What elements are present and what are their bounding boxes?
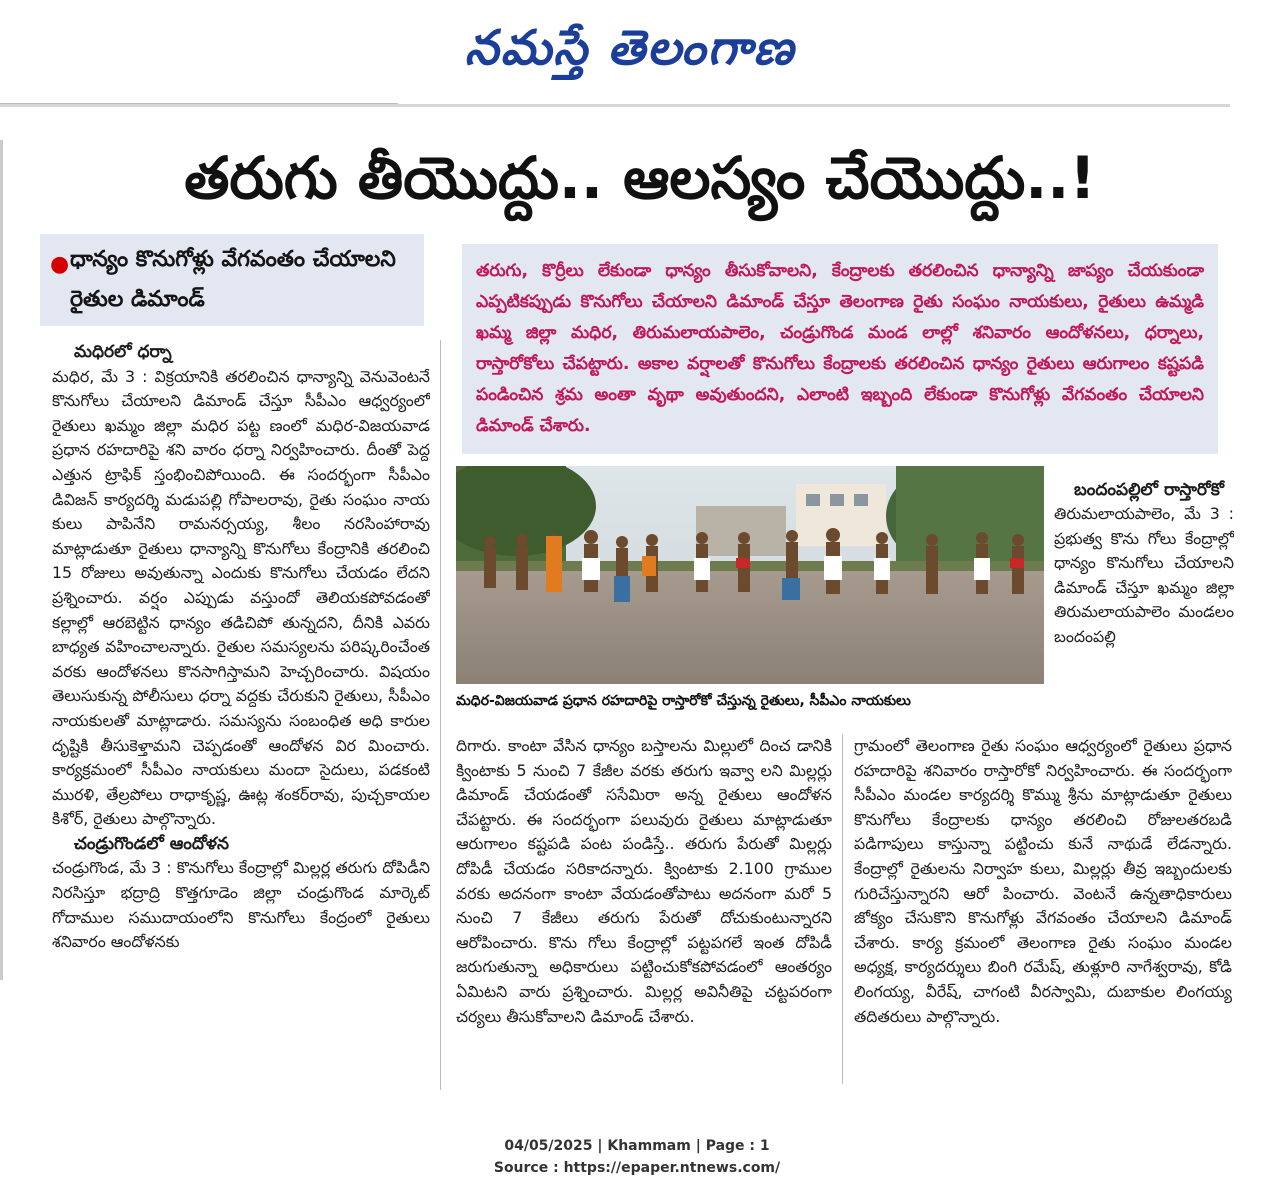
footer-date-edition: 04/05/2025 | Khammam | Page : 1 [504,1138,770,1154]
intro-text: తరుగు, కొర్రీలు లేకుండా ధాన్యం తీసుకోవాలని, కేంద్రాలకు తరలించిన ధాన్యాన్ని జాప్యం చేయకుండా ఎప్పటికప్పుడు కొనుగోలు చేయాలని డిమాండ్ చేస్తూ తెలంగాణ రైతు సంఘం నాయకులు, రైతులు ఉమ్మడి ఖమ్మ జిల్లా మధిర, తిరుమలాయపాలెం, చండ్రుగొండ మండ లాల్లో శనివారం ఆందోళనలు, ధర్నాలు, రాస్తారోకోలు చేపట్టారు. అకాల వర్షాలతో కొనుగోలు కేంద్రాలకు తరలించిన ధాన్యం రైతులు ఆరుగాలం కష్టపడి పండించిన శ్రమ అంతా వృథా అవుతుందని, ఎలాంటి ఇబ్బంది లేకుండా కొనుగోళ్లు వేగవంతం చేయాలని డిమాండ్ చేశారు. [476,261,1204,436]
protest-photo-image [456,466,1044,684]
footer-source-link[interactable]: Source : https://epaper.ntnews.com/ [493,1160,781,1176]
photo-caption: మధిర-విజయవాడ ప్రధాన రహదారిపై రాస్తారోకో చేస్తున్న రైతులు, సీపీఎం నాయకులు [456,693,911,709]
article-headline: తరుగు తీయొద్దు.. ఆలస్యం చేయొద్దు..! [184,144,1096,212]
left-column [52,340,430,1130]
intro-box [462,244,1218,454]
section-heading-bandampalli: బందంపల్లిలో రాస్తారోకో [1074,480,1224,500]
right-column [1054,478,1234,728]
paragraph-madhira: మధిర, మే 3 : విక్రయానికి తరలించిన ధాన్యాన్ని వెనువెంటనే కొనుగోలు చేయాలని డిమాండ్ చేస్తూ సీపీఎం ఆధ్వర్యంలో రైతులు ఖమ్మం జిల్లా మధిర పట్ట ణంలో మధిర-విజయవాడ ప్రధాన రహదారిపై శని వారం ధర్నా నిర్వహించారు. దీంతో పెద్ద ఎత్తున ట్రాఫిక్ స్తంభించిపోయింది. ఈ సందర్భంగా సీపీఎం డివిజన్ కార్యదర్శి మడుపల్లి గోపాలరావు, రైతు సంఘం నాయ కులు పాపినేని రామనర్సయ్య, శీలం నరసింహారావు మాట్లాడుతూ రైతులు ధాన్యాన్ని కొనుగోలు కేంద్రానికి తరలించి 15 రోజులు అవుతున్నా ఎందుకు కొనుగోలు చేయడం లేదని ప్రశ్నించారు. వర్షం ఎప్పుడు వస్తుందో తెలియకపోవడంతో కల్లాల్లో ఆరబెట్టిన ధాన్యం తడిచిపో తున్నదని, దీనికి ఎవరు బాధ్యత వహించాలన్నారు. రైతుల సమస్యలను పరిష్కరించేంత వరకు ఆందోళనలు కొనసాగిస్తామని హెచ్చరించారు. విషయం తెలుసుకున్న పోలీసులు ధర్నా వద్దకు చేరుకుని రైతులు, సీపీఎం నాయకులతో మాట్లాడారు. సమస్యను సంబంధిత అధి కారుల దృష్టికి తీసుకెళ్తామని చెప్పడంతో ఆందోళన విర మించారు. కార్యక్రమంలో సీపీఎం నాయకులు మందా సైదులు, పడకంటి మురళి, తేల్రపోలు రాధాకృష్ణ, ఊట్ల శంకర్‌రావు, పుచ్చకాయల కిశోర్, రైతులు పాల్గొన్నారు. [52,366,430,829]
paragraph-chandrugonda: చండ్రుగొండ, మే 3 : కొనుగోలు కేంద్రాల్లో మిల్లర్ల తరుగు దోపిడీని నిరసిస్తూ భద్రాద్రి కొత్తగూడెం జిల్లా చండ్రుగొండ మార్కెట్ గోదాముల సముదాయంలోని కొనుగోలు కేంద్రంలో రైతులు శనివారం ఆందోళనకు [52,858,430,952]
subheadline-text: ధాన్యం కొనుగోళ్లు వేగవంతం చేయాలని రైతుల డిమాండ్ [70,247,396,312]
masthead-logo: నమస్తే తెలంగాణ [464,20,796,76]
news-photo [456,466,1044,684]
column-divider-2 [842,734,843,1084]
far-right-column: గ్రామంలో తెలంగాణ రైతు సంఘం ఆధ్వర్యంలో రైతులు ప్రధాన రహదారిపై శనివారం రాస్తారోకో నిర్వహించారు. ఈ సందర్భంగా సీపీఎం మండల కార్యదర్శి కొమ్ము శ్రీను మాట్లాడుతూ రైతులు కొనుగోలు కేంద్రాలకు ధాన్యం తరలించి రోజులతరబడి పడిగాపులు కాస్తున్నా పట్టించు కునే నాథుడే లేడన్నారు. కేంద్రాల్లో రైతులను నిర్వాహ కులు, మిల్లర్లు తీవ్ర ఇబ్బందులకు గురిచేస్తున్నారని ఆరో పించారు. వెంటనే ఉన్నతాధికారులు జోక్యం చేసుకొని కొనుగోళ్లు వేగవంతం చేయాలని డిమాండ్ చేశారు. కార్య క్రమంలో తెలంగాణ రైతు సంఘం మండల అధ్యక్ష, కార్యదర్శులు బింగి రమేష్, తుళ్లూరి నాగేశ్వరావు, కోడి లింగయ్య, వీరేష్, చాగంటి వీరస్వామి, దుబాకుల లింగయ్య తదితరులు పాల్గొన్నారు. [854,736,1232,1026]
column-divider [440,340,441,1090]
subheadline-box [40,234,424,326]
page-left-edge [0,140,3,980]
section-heading-madhira: మధిరలో ధర్నా [74,342,172,362]
bullet-icon: ● [50,252,70,277]
masthead-rule [0,104,1230,107]
section-heading-chandrugonda: చండ్రుగొండలో ఆందోళన [74,833,229,854]
paragraph-bandampalli: తిరుమలాయపాలెం, మే 3 : ప్రభుత్వ కొను గోలు కేంద్రాల్లో ధాన్యం కొనుగోలు చేయాలని డిమాండ్ చేస్తూ ఖమ్మం జిల్లా తిరుమలాయపాలెం మండలం బందంపల్లి [1054,504,1234,646]
middle-column: దిగారు. కాంటా వేసిన ధాన్యం బస్తాలను మిల్లులో దించ డానికి క్వింటాకు 5 నుంచి 7 కేజీల వరకు తరుగు ఇవ్వా లని మిల్లర్లు డిమాండ్ చేయడంతో ససేమిరా అన్న రైతులు ఆందోళన చేపట్టారు. ఈ సందర్భంగా పలువురు రైతులు మాట్లాడుతూ ఆరుగాలం కష్టపడి పంట పండిస్తే.. తరుగు పేరుతో మిల్లర్లు దోపిడీ చేయడం సరికాదన్నారు. క్వింటాకు 2.100 గ్రాముల వరకు అదనంగా కాంటా వేయడంతోపాటు అదనంగా మరో 5 నుంచి 7 కేజీలు తరుగు పేరుతో దోచుకుంటున్నారని ఆరోపించారు. కొను గోలు కేంద్రాల్లో పట్టపగలే ఇంత దోపిడీ జరుగుతున్నా అధికారులు పట్టించుకోకపోవడంలో ఆంతర్యం ఏమిటని వారు ప్రశ్నించారు. మిల్లర్ల అవినీతిపై చట్టపరంగా చర్యలు తీసుకోవాలని డిమాండ్ చేశారు. [456,736,832,1026]
